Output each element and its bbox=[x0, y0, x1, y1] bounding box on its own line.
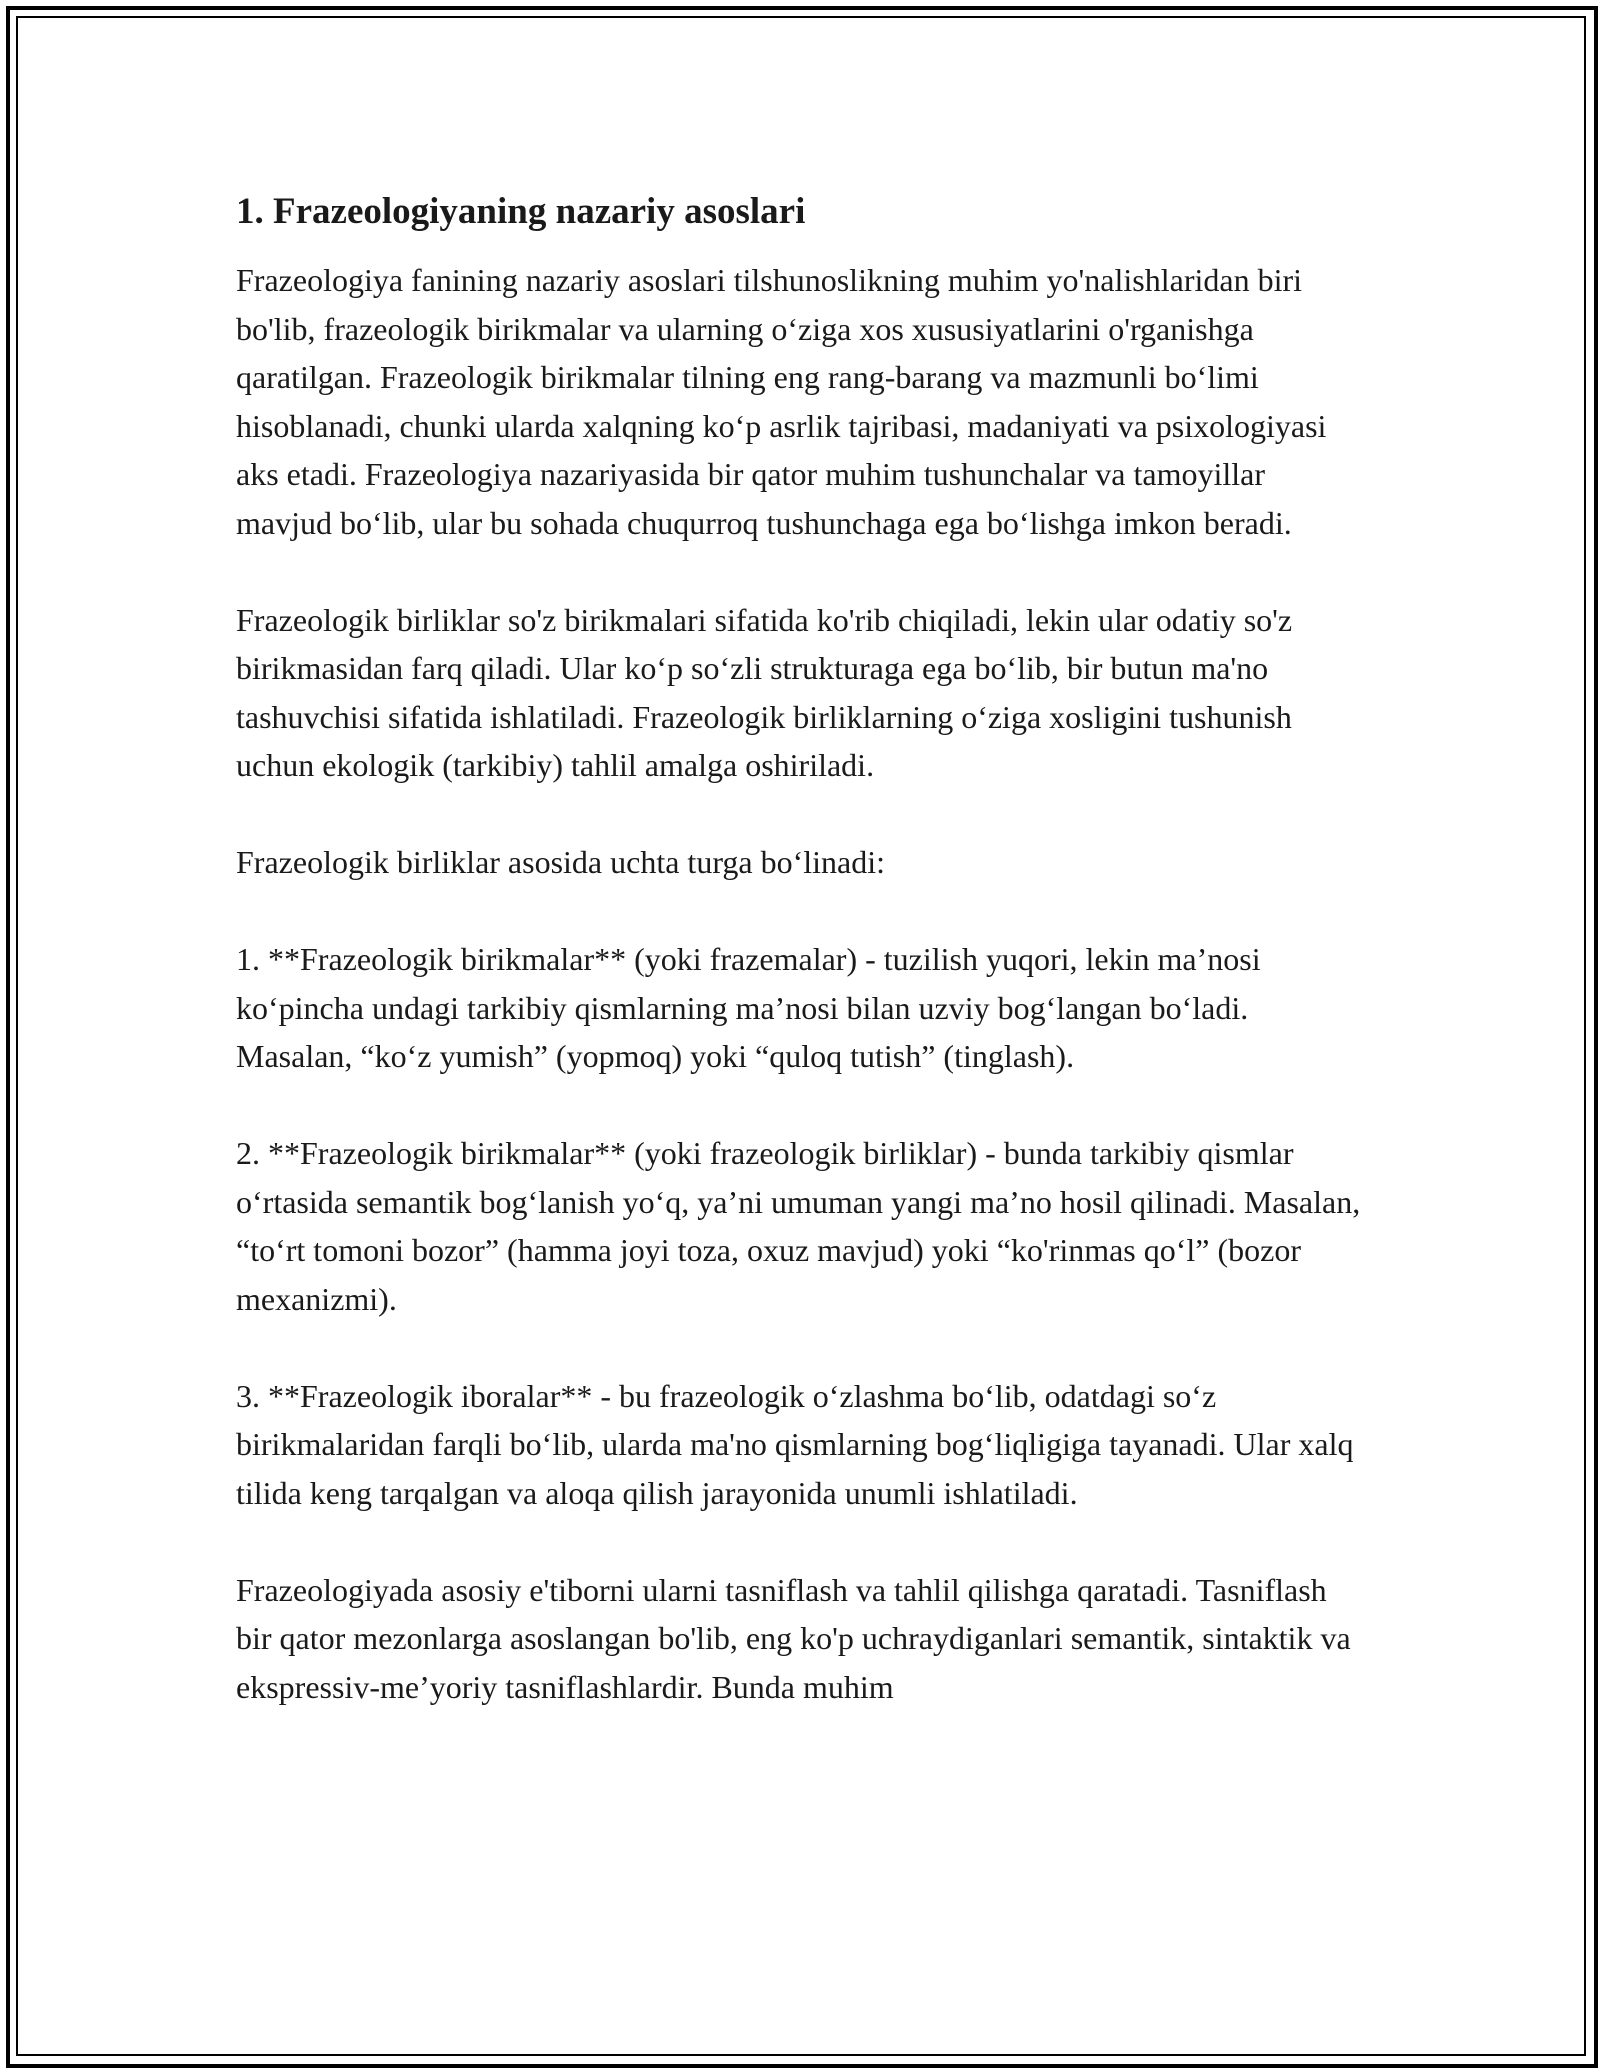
list-item-2: 2. **Frazeologik birikmalar** (yoki frazeologik birliklar) - bunda tarkibiy qismlar o‘rtasida semantik bog‘lanish yo‘q, ya’ni umuman yangi ma’no hosil qilinadi. Masalan, “to‘rt tomoni bozor” (hamma joyi toza, oxuz mavjud) yoki “ko'rinmas qo‘l” (bozor mexanizmi). bbox=[236, 1135, 1361, 1317]
list-item-1: 1. **Frazeologik birikmalar** (yoki frazemalar) - tuzilish yuqori, lekin ma’nosi ko‘pincha undagi tarkibiy qismlarning ma’nosi bilan uzviy bog‘langan bo‘ladi. Masalan, “ko‘z yumish” (yopmoq) yoki “quloq tutish” (tinglash). bbox=[236, 941, 1261, 1074]
document-body bbox=[236, 188, 1366, 1760]
paragraph-intro: Frazeologiya fanining nazariy asoslari tilshunoslikning muhim yo'nalishlaridan biri bo'lib, frazeologik birikmalar va ularning o‘ziga xos xususiyatlarini o'rganishga qaratilgan. Frazeologik birikmalar tilning eng rang-barang va mazmunli bo‘limi hisoblanadi, chunki ularda xalqning ko‘p asrlik tajribasi, madaniyati va psixologiyasi aks etadi. Frazeologiya nazariyasida bir qator muhim tushunchalar va tamoyillar mavjud bo‘lib, ular bu sohada chuqurroq tushunchaga ega bo‘lishga imkon beradi. bbox=[236, 262, 1327, 541]
section-heading: 1. Frazeologiyaning nazariy asoslari bbox=[236, 191, 806, 232]
paragraph-classification: Frazeologiyada asosiy e'tiborni ularni tasniflash va tahlil qilishga qaratadi. Tasniflash bir qator mezonlarga asoslangan bo'lib, eng ko'p uchraydiganlari semantik, sintaktik va ekspressiv-me’yoriy tasniflashlardir. Bunda muhim bbox=[236, 1571, 1351, 1705]
paragraph-types-intro: Frazeologik birliklar asosida uchta turga bo‘linadi: bbox=[236, 844, 886, 880]
list-item-3: 3. **Frazeologik iboralar** - bu frazeologik o‘zlashma bo‘lib, odatdagi so‘z birikmalaridan farqli bo‘lib, ularda ma'no qismlarning bog‘liqligiga tayanadi. Ular xalq tilida keng tarqalgan va aloqa qilish jarayonida unumli ishlatiladi. bbox=[236, 1377, 1354, 1511]
paragraph-units: Frazeologik birliklar so'z birikmalari sifatida ko'rib chiqiladi, lekin ular odatiy so'z birikmasidan farq qiladi. Ular ko‘p so‘zli strukturaga ega bo‘lib, bir butun ma'no tashuvchisi sifatida ishlatiladi. Frazeologik birliklarning o‘ziga xosligini tushunish uchun ekologik (tarkibiy) tahlil amalga oshiriladi. bbox=[236, 601, 1293, 783]
